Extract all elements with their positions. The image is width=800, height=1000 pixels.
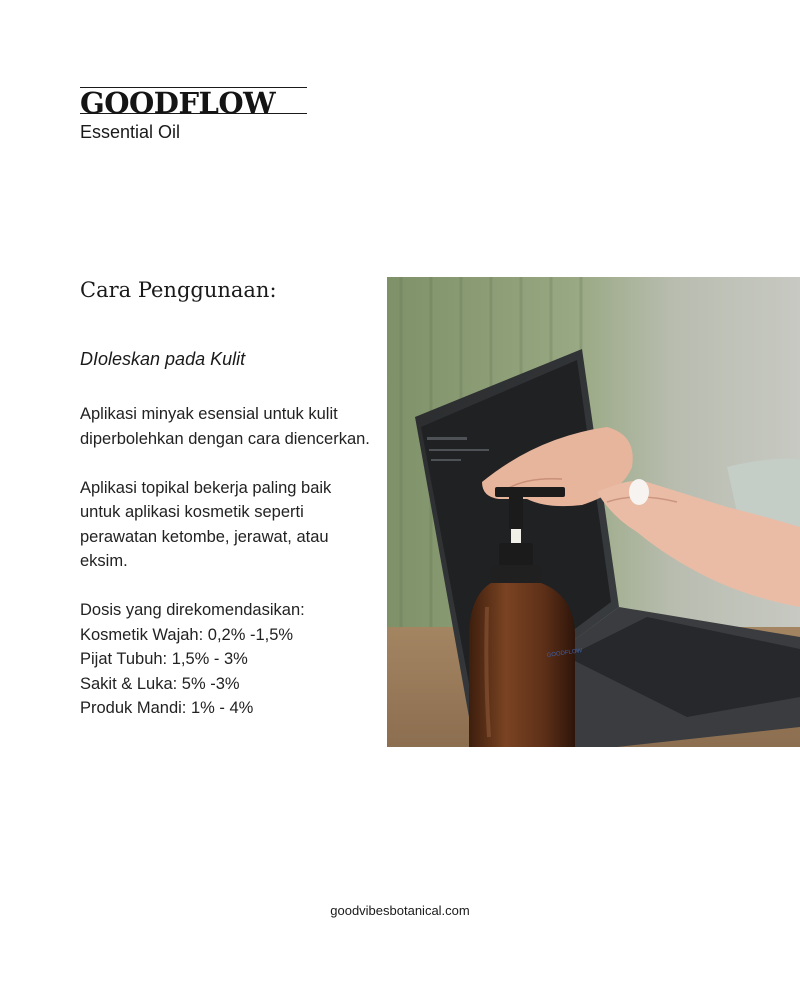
body-text [80,402,370,721]
footer-url[interactable]: goodvibesbotanical.com [330,903,470,918]
photo-illustration [387,277,800,747]
paragraph-1: Aplikasi minyak esensial untuk kulit diperbolehkan dengan cara diencerkan. [80,405,370,448]
product-photo [387,277,800,747]
dosage-item-bath: Produk Mandi: 1% - 4% [80,699,254,717]
bottle-label: GOODFLOW [546,648,583,659]
brand-name: GOODFLOW [80,87,307,114]
paragraph-2: Aplikasi topikal bekerja paling baik untuk aplikasi kosmetik seperti perawatan ketombe, jerawat, atau eksim. [80,478,332,570]
section-subheading: DIoleskan pada Kulit [80,349,246,369]
brand-subtitle: Essential Oil [80,122,181,142]
section-heading: Cara Penggunaan: [80,278,277,302]
dosage-item-face: Kosmetik Wajah: 0,2% -1,5% [80,625,294,644]
dosage-title: Dosis yang direkomendasikan: [80,601,305,619]
dosage-item-wound: Sakit & Luka: 5% -3% [80,674,240,693]
dosage-item-massage: Pijat Tubuh: 1,5% - 3% [80,650,248,668]
dosage-block [80,598,370,721]
brand-block [80,87,307,143]
